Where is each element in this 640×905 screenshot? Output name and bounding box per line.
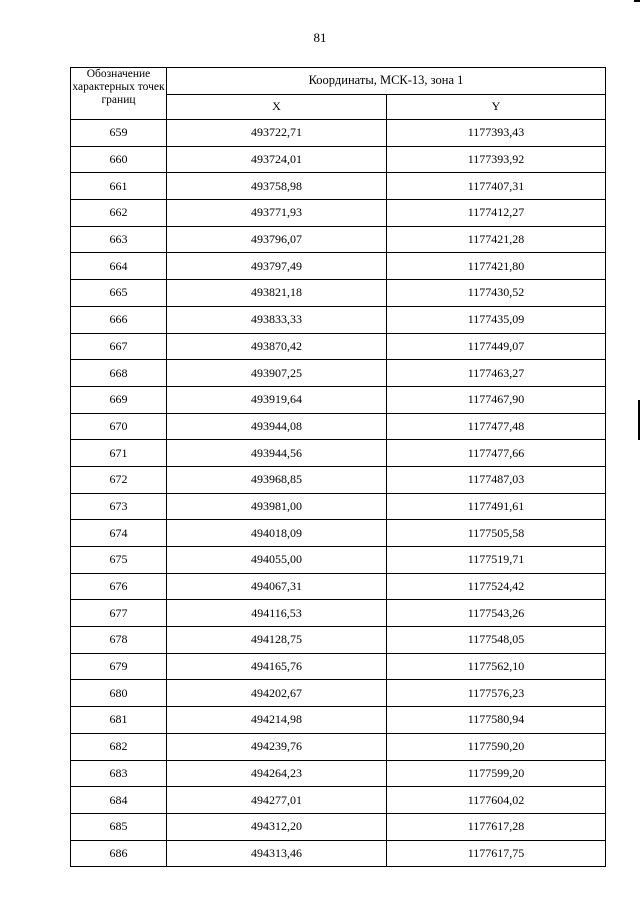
- point-number-cell: 677: [71, 600, 167, 627]
- point-number-cell: 680: [71, 680, 167, 707]
- table-row: [71, 493, 606, 520]
- x-coordinate-cell: 494055,00: [167, 547, 387, 574]
- point-number-cell: 674: [71, 520, 167, 547]
- table-row: [71, 573, 606, 600]
- point-number-cell: 665: [71, 280, 167, 307]
- y-coordinate-cell: 1177430,52: [387, 280, 606, 307]
- table-row: [71, 787, 606, 814]
- y-column-header: Y: [387, 94, 606, 120]
- x-coordinate-cell: 494312,20: [167, 813, 387, 840]
- y-coordinate-cell: 1177576,23: [387, 680, 606, 707]
- x-column-header: X: [167, 94, 387, 120]
- y-coordinate-cell: 1177477,66: [387, 440, 606, 467]
- x-coordinate-cell: 493797,49: [167, 253, 387, 280]
- y-coordinate-cell: 1177562,10: [387, 653, 606, 680]
- table-row: [71, 360, 606, 387]
- x-coordinate-cell: 494277,01: [167, 787, 387, 814]
- x-coordinate-cell: 493724,01: [167, 146, 387, 173]
- x-coordinate-cell: 493944,56: [167, 440, 387, 467]
- y-coordinate-cell: 1177435,09: [387, 306, 606, 333]
- table-row: [71, 733, 606, 760]
- coordinates-table: [70, 67, 606, 867]
- y-coordinate-cell: 1177543,26: [387, 600, 606, 627]
- x-coordinate-cell: 493821,18: [167, 280, 387, 307]
- y-coordinate-cell: 1177407,31: [387, 173, 606, 200]
- y-coordinate-cell: 1177505,58: [387, 520, 606, 547]
- x-coordinate-cell: 494313,46: [167, 840, 387, 867]
- table-row: [71, 306, 606, 333]
- coordinates-header: Координаты, МСК-13, зона 1: [167, 68, 606, 95]
- x-coordinate-cell: 493944,08: [167, 413, 387, 440]
- x-coordinate-cell: 493968,85: [167, 466, 387, 493]
- table-row: [71, 707, 606, 734]
- y-coordinate-cell: 1177421,28: [387, 226, 606, 253]
- y-coordinate-cell: 1177604,02: [387, 787, 606, 814]
- y-coordinate-cell: 1177487,03: [387, 466, 606, 493]
- point-column-header: Обозначение характерных точек границ: [71, 68, 167, 120]
- x-coordinate-cell: 493771,93: [167, 200, 387, 227]
- point-number-cell: 661: [71, 173, 167, 200]
- x-coordinate-cell: 493981,00: [167, 493, 387, 520]
- y-coordinate-cell: 1177617,28: [387, 813, 606, 840]
- point-number-cell: 679: [71, 653, 167, 680]
- x-coordinate-cell: 493870,42: [167, 333, 387, 360]
- page-number: 81: [313, 30, 327, 45]
- y-coordinate-cell: 1177393,92: [387, 146, 606, 173]
- table-row: [71, 280, 606, 307]
- point-number-cell: 685: [71, 813, 167, 840]
- table-row: [71, 226, 606, 253]
- x-coordinate-cell: 494264,23: [167, 760, 387, 787]
- table-row: [71, 440, 606, 467]
- point-number-cell: 683: [71, 760, 167, 787]
- x-coordinate-cell: 493796,07: [167, 226, 387, 253]
- y-coordinate-cell: 1177491,61: [387, 493, 606, 520]
- point-number-cell: 664: [71, 253, 167, 280]
- table-row: [71, 600, 606, 627]
- point-number-cell: 659: [71, 120, 167, 147]
- x-coordinate-cell: 494128,75: [167, 627, 387, 654]
- x-coordinate-cell: 494067,31: [167, 573, 387, 600]
- point-number-cell: 686: [71, 840, 167, 867]
- x-coordinate-cell: 494202,67: [167, 680, 387, 707]
- point-number-cell: 676: [71, 573, 167, 600]
- x-coordinate-cell: 494116,53: [167, 600, 387, 627]
- point-number-cell: 671: [71, 440, 167, 467]
- y-coordinate-cell: 1177421,80: [387, 253, 606, 280]
- point-number-cell: 682: [71, 733, 167, 760]
- table-row: [71, 680, 606, 707]
- point-number-cell: 669: [71, 386, 167, 413]
- table-row: [71, 760, 606, 787]
- coordinates-table-body: [71, 120, 606, 867]
- point-number-cell: 660: [71, 146, 167, 173]
- table-row: [71, 333, 606, 360]
- point-number-cell: 667: [71, 333, 167, 360]
- table-row: [71, 840, 606, 867]
- table-row: [71, 466, 606, 493]
- x-coordinate-cell: 494214,98: [167, 707, 387, 734]
- table-row: [71, 413, 606, 440]
- table-row: [71, 146, 606, 173]
- y-coordinate-cell: 1177548,05: [387, 627, 606, 654]
- point-number-cell: 672: [71, 466, 167, 493]
- table-row: [71, 627, 606, 654]
- point-number-cell: 668: [71, 360, 167, 387]
- x-coordinate-cell: 493919,64: [167, 386, 387, 413]
- point-number-cell: 663: [71, 226, 167, 253]
- table-row: [71, 120, 606, 147]
- x-coordinate-cell: 493907,25: [167, 360, 387, 387]
- y-coordinate-cell: 1177449,07: [387, 333, 606, 360]
- point-number-cell: 681: [71, 707, 167, 734]
- point-number-cell: 662: [71, 200, 167, 227]
- y-coordinate-cell: 1177524,42: [387, 573, 606, 600]
- table-row: [71, 253, 606, 280]
- table-row: [71, 386, 606, 413]
- point-number-cell: 675: [71, 547, 167, 574]
- x-coordinate-cell: 494165,76: [167, 653, 387, 680]
- y-coordinate-cell: 1177590,20: [387, 733, 606, 760]
- scan-corner-mark: [634, 0, 640, 2]
- table-row: [71, 813, 606, 840]
- table-row: [71, 173, 606, 200]
- table-row: [71, 520, 606, 547]
- table-row: [71, 653, 606, 680]
- table-row: [71, 547, 606, 574]
- x-coordinate-cell: 494239,76: [167, 733, 387, 760]
- point-number-cell: 670: [71, 413, 167, 440]
- x-coordinate-cell: 493758,98: [167, 173, 387, 200]
- y-coordinate-cell: 1177467,90: [387, 386, 606, 413]
- x-coordinate-cell: 493722,71: [167, 120, 387, 147]
- y-coordinate-cell: 1177580,94: [387, 707, 606, 734]
- y-coordinate-cell: 1177599,20: [387, 760, 606, 787]
- y-coordinate-cell: 1177412,27: [387, 200, 606, 227]
- y-coordinate-cell: 1177393,43: [387, 120, 606, 147]
- point-number-cell: 673: [71, 493, 167, 520]
- y-coordinate-cell: 1177463,27: [387, 360, 606, 387]
- x-coordinate-cell: 494018,09: [167, 520, 387, 547]
- y-coordinate-cell: 1177617,75: [387, 840, 606, 867]
- table-row: [71, 200, 606, 227]
- y-coordinate-cell: 1177477,48: [387, 413, 606, 440]
- point-number-cell: 684: [71, 787, 167, 814]
- x-coordinate-cell: 493833,33: [167, 306, 387, 333]
- point-number-cell: 678: [71, 627, 167, 654]
- y-coordinate-cell: 1177519,71: [387, 547, 606, 574]
- coordinates-table-container: [70, 67, 605, 867]
- point-number-cell: 666: [71, 306, 167, 333]
